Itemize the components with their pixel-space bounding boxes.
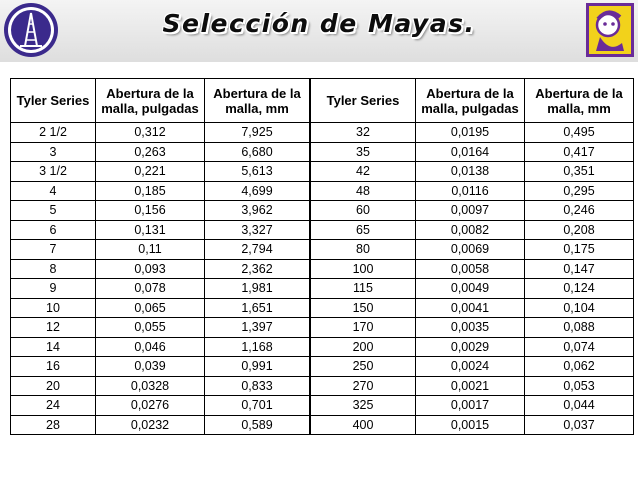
- table-row: [11, 298, 634, 318]
- table-cell: 325: [310, 396, 416, 416]
- table-cell: 0,0097: [416, 201, 525, 221]
- table-cell: 115: [310, 279, 416, 299]
- table-row: [11, 181, 634, 201]
- table-cell: 0,263: [96, 142, 205, 162]
- table-row: [11, 415, 634, 435]
- table-cell: 0,351: [525, 162, 634, 182]
- table-cell: 0,0276: [96, 396, 205, 416]
- table-cell: 0,156: [96, 201, 205, 221]
- header-bar: [0, 0, 638, 62]
- table-cell: 0,147: [525, 259, 634, 279]
- table-cell: 0,0049: [416, 279, 525, 299]
- table-cell: 3,327: [205, 220, 311, 240]
- table-cell: 0,0024: [416, 357, 525, 377]
- table-cell: 4: [11, 181, 96, 201]
- table-cell: 250: [310, 357, 416, 377]
- table-cell: 0,221: [96, 162, 205, 182]
- table-cell: 24: [11, 396, 96, 416]
- col-opening-inches-2: Abertura de la malla, pulgadas: [416, 79, 525, 123]
- mascot-logo-icon: [586, 3, 634, 57]
- table-row: [11, 279, 634, 299]
- table-cell: 0,055: [96, 318, 205, 338]
- table-cell: 0,0232: [96, 415, 205, 435]
- table-cell: 0,417: [525, 142, 634, 162]
- table-cell: 270: [310, 376, 416, 396]
- table-cell: 0,124: [525, 279, 634, 299]
- table-cell: 5,613: [205, 162, 311, 182]
- col-opening-mm-2: Abertura de la malla, mm: [525, 79, 634, 123]
- table-cell: 48: [310, 181, 416, 201]
- table-cell: 9: [11, 279, 96, 299]
- table-cell: 0,0058: [416, 259, 525, 279]
- table-cell: 42: [310, 162, 416, 182]
- mesh-table: [10, 78, 634, 435]
- table-cell: 1,981: [205, 279, 311, 299]
- table-row: [11, 162, 634, 182]
- table-cell: 0,065: [96, 298, 205, 318]
- table-cell: 20: [11, 376, 96, 396]
- table-cell: 65: [310, 220, 416, 240]
- table-cell: 170: [310, 318, 416, 338]
- table-cell: 0,0116: [416, 181, 525, 201]
- table-cell: 0,074: [525, 337, 634, 357]
- table-row: [11, 220, 634, 240]
- table-cell: 0,0015: [416, 415, 525, 435]
- table-cell: 5: [11, 201, 96, 221]
- table-cell: 0,185: [96, 181, 205, 201]
- col-tyler-series-2: Tyler Series: [310, 79, 416, 123]
- table-cell: 6,680: [205, 142, 311, 162]
- table-cell: 16: [11, 357, 96, 377]
- table-cell: 10: [11, 298, 96, 318]
- table-cell: 3: [11, 142, 96, 162]
- table-cell: 0,208: [525, 220, 634, 240]
- table-cell: 0,11: [96, 240, 205, 260]
- table-row: [11, 201, 634, 221]
- table-cell: 0,246: [525, 201, 634, 221]
- table-cell: 2,362: [205, 259, 311, 279]
- table-cell: 150: [310, 298, 416, 318]
- table-cell: 0,295: [525, 181, 634, 201]
- table-cell: 0,0029: [416, 337, 525, 357]
- table-row: [11, 240, 634, 260]
- table-cell: 0,0041: [416, 298, 525, 318]
- table-cell: 0,833: [205, 376, 311, 396]
- table-cell: 2 1/2: [11, 123, 96, 143]
- table-cell: 12: [11, 318, 96, 338]
- mesh-table-container: [10, 78, 634, 435]
- table-cell: 0,0195: [416, 123, 525, 143]
- table-cell: 0,044: [525, 396, 634, 416]
- page-title: Selección de Mayas.: [162, 9, 476, 38]
- table-cell: 6: [11, 220, 96, 240]
- table-cell: 1,168: [205, 337, 311, 357]
- table-cell: 0,701: [205, 396, 311, 416]
- table-cell: 0,589: [205, 415, 311, 435]
- table-cell: 0,0138: [416, 162, 525, 182]
- table-row: [11, 318, 634, 338]
- table-row: [11, 376, 634, 396]
- table-cell: 35: [310, 142, 416, 162]
- table-cell: 400: [310, 415, 416, 435]
- table-cell: 0,0035: [416, 318, 525, 338]
- table-row: [11, 142, 634, 162]
- table-cell: 60: [310, 201, 416, 221]
- table-cell: 4,699: [205, 181, 311, 201]
- col-opening-mm: Abertura de la malla, mm: [205, 79, 311, 123]
- table-cell: 3,962: [205, 201, 311, 221]
- table-cell: 100: [310, 259, 416, 279]
- table-cell: 0,0069: [416, 240, 525, 260]
- table-cell: 0,0164: [416, 142, 525, 162]
- table-cell: 0,495: [525, 123, 634, 143]
- table-cell: 0,037: [525, 415, 634, 435]
- table-cell: 3 1/2: [11, 162, 96, 182]
- table-cell: 0,175: [525, 240, 634, 260]
- table-cell: 0,039: [96, 357, 205, 377]
- table-row: [11, 259, 634, 279]
- table-cell: 0,088: [525, 318, 634, 338]
- table-cell: 0,093: [96, 259, 205, 279]
- table-cell: 0,131: [96, 220, 205, 240]
- table-cell: 1,651: [205, 298, 311, 318]
- table-cell: 0,078: [96, 279, 205, 299]
- table-cell: 32: [310, 123, 416, 143]
- table-cell: 0,053: [525, 376, 634, 396]
- table-cell: 7: [11, 240, 96, 260]
- table-row: [11, 357, 634, 377]
- table-row: [11, 396, 634, 416]
- table-cell: 0,0082: [416, 220, 525, 240]
- table-cell: 0,0021: [416, 376, 525, 396]
- table-cell: 7,925: [205, 123, 311, 143]
- table-cell: 0,312: [96, 123, 205, 143]
- col-opening-inches: Abertura de la malla, pulgadas: [96, 79, 205, 123]
- table-cell: 14: [11, 337, 96, 357]
- table-cell: 0,062: [525, 357, 634, 377]
- table-row: [11, 123, 634, 143]
- table-row: [11, 337, 634, 357]
- table-header-row: [11, 79, 634, 123]
- table-cell: 200: [310, 337, 416, 357]
- col-tyler-series: Tyler Series: [11, 79, 96, 123]
- table-cell: 0,0328: [96, 376, 205, 396]
- table-cell: 0,0017: [416, 396, 525, 416]
- table-cell: 0,991: [205, 357, 311, 377]
- table-cell: 8: [11, 259, 96, 279]
- table-cell: 1,397: [205, 318, 311, 338]
- table-body: [11, 123, 634, 435]
- table-cell: 0,046: [96, 337, 205, 357]
- table-cell: 0,104: [525, 298, 634, 318]
- table-cell: 28: [11, 415, 96, 435]
- table-cell: 2,794: [205, 240, 311, 260]
- table-cell: 80: [310, 240, 416, 260]
